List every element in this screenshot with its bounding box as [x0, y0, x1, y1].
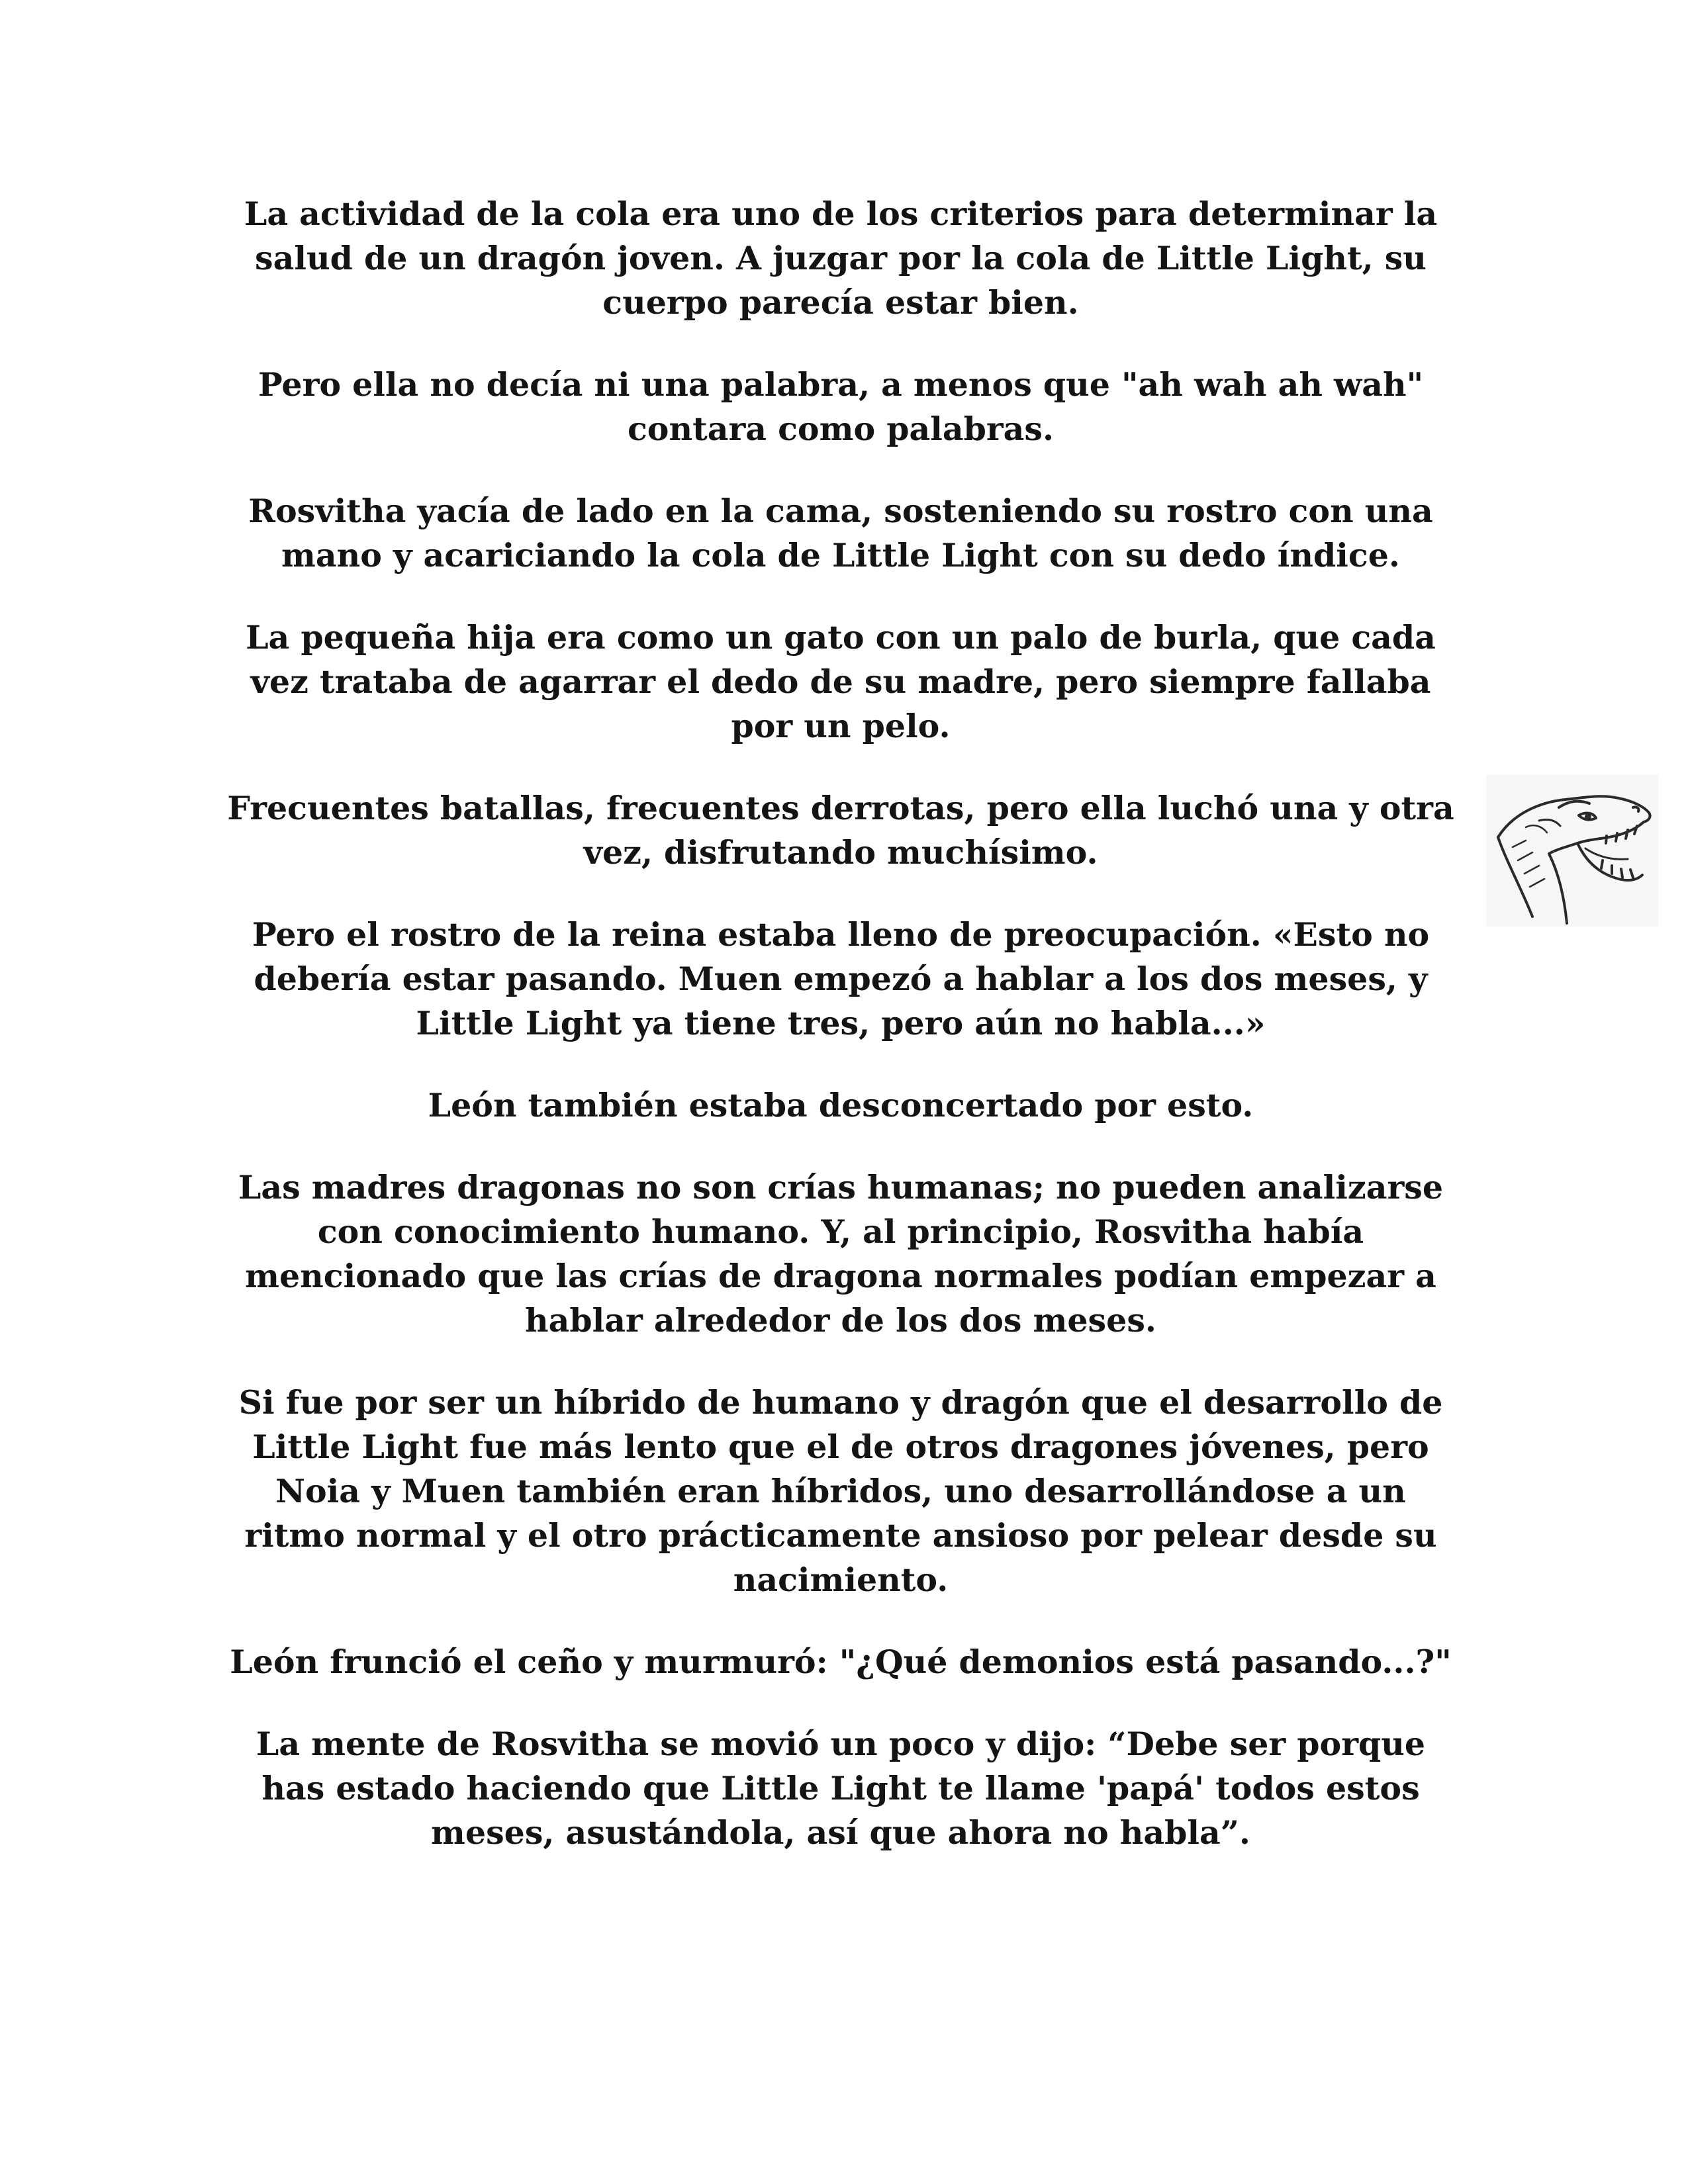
paragraph-6: Pero el rostro de la reina estaba lleno de preocupación. «Esto no debería estar pasando. Muen empezó a hablar a los dos meses, y Little Light ya tiene tres, pero aún no habla...» — [252, 915, 1430, 1042]
paragraph-3: Rosvitha yacía de lado en la cama, sosteniendo su rostro con una mano y acariciando la cola de Little Light con su dedo índice. — [248, 492, 1433, 574]
paragraph-10: León frunció el ceño y murmuró: "¿Qué demonios está pasando...?" — [230, 1643, 1452, 1681]
paragraph-7: León también estaba desconcertado por esto. — [428, 1086, 1254, 1124]
paragraph-8: Las madres dragonas no son crías humanas; no pueden analizarse con conocimiento humano. Y, al principio, Rosvitha había mencionado que las crías de dragona normales podían empezar a hablar alrededor de los dos meses. — [238, 1168, 1444, 1340]
paragraph-2: Pero ella no decía ni una palabra, a menos que "ah wah ah wah" contara como palabras. — [258, 365, 1424, 448]
dragon-sketch-icon — [1486, 774, 1658, 927]
paragraph-11: La mente de Rosvitha se movió un poco y dijo: “Debe ser porque has estado haciendo que Little Light te llame 'papá' todos estos meses, asustándola, así que ahora no habla”. — [256, 1725, 1426, 1852]
paragraph-1: La actividad de la cola era uno de los criterios para determinar la salud de un dragón joven. A juzgar por la cola de Little Light, su cuerpo parecía estar bien. — [244, 195, 1438, 322]
story-text — [225, 192, 1456, 1893]
paragraph-4: La pequeña hija era como un gato con un palo de burla, que cada vez trataba de agarrar el dedo de su madre, pero siempre fallaba por un pelo. — [246, 618, 1436, 745]
paragraph-9: Si fue por ser un híbrido de humano y dragón que el desarrollo de Little Light fue más lento que el de otros dragones jóvenes, pero Noia y Muen también eran híbridos, uno desarrollándose a un ritmo normal y el otro prácticamente ansioso por pelear desde su nacimiento. — [238, 1383, 1443, 1599]
paragraph-5: Frecuentes batallas, frecuentes derrotas, pero ella luchó una y otra vez, disfrutando muchísimo. — [227, 789, 1454, 872]
